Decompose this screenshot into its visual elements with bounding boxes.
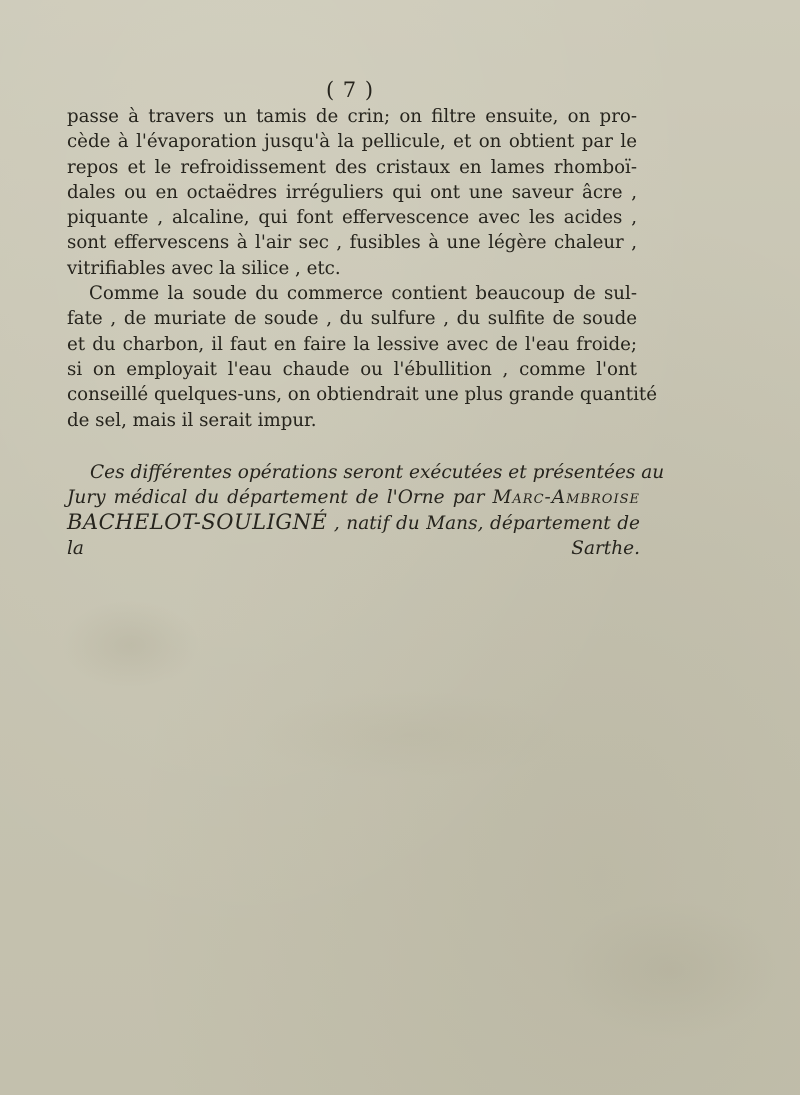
text-line: cède à l'évaporation jusqu'à la pellicule, et on obtient par le — [67, 131, 637, 153]
text-line: Comme la soude du commerce contient beaucoup de sul- — [89, 283, 637, 305]
paper-stain — [250, 690, 570, 780]
page-number: ( 7 ) — [325, 78, 375, 102]
notice-line: Ces différentes opérations seront exécutées et présentées au — [90, 462, 665, 483]
text-line: passe à travers un tamis de crin; on filtre ensuite, on pro- — [67, 106, 637, 127]
body-text — [67, 104, 657, 433]
notice-line — [67, 486, 640, 511]
notice-text: , natif du Mans, département de — [333, 513, 640, 534]
notice-line: la Sarthe. — [67, 537, 640, 559]
text-line: de sel, mais il serait impur. — [67, 409, 317, 431]
text-line: conseillé quelques-uns, on obtiendrait une plus grande quantité — [67, 384, 657, 406]
notice-line — [67, 510, 640, 537]
text-line: repos et le refroidissement des cristaux en lames rhomboï- — [67, 156, 637, 178]
text-line: sont effervescens à l'air sec , fusibles à une légère chaleur , — [67, 232, 637, 254]
text-line: fate , de muriate de soude , du sulfure , du sulfite de soude — [67, 308, 637, 330]
paper-stain — [60, 600, 200, 690]
author-surname: BACHELOT-SOULIGNÉ — [67, 510, 328, 534]
text-line: piquante , alcaline, qui font effervescence avec les acides , — [67, 207, 637, 229]
text-line: et du charbon, il faut en faire la lessive avec de l'eau froide; — [67, 333, 637, 355]
paper-stain — [560, 900, 780, 1040]
text-line: dales ou en octaëdres irréguliers qui ont une saveur âcre , — [67, 181, 637, 203]
notice-text: Jury médical du département de l'Orne par — [67, 486, 493, 508]
text-line: vitrifiables avec la silice , etc. — [67, 257, 341, 279]
text-line: si on employait l'eau chaude ou l'ébullition , comme l'ont — [67, 358, 637, 380]
author-name: Marc-Ambroise — [492, 486, 640, 508]
closing-notice — [67, 461, 665, 561]
